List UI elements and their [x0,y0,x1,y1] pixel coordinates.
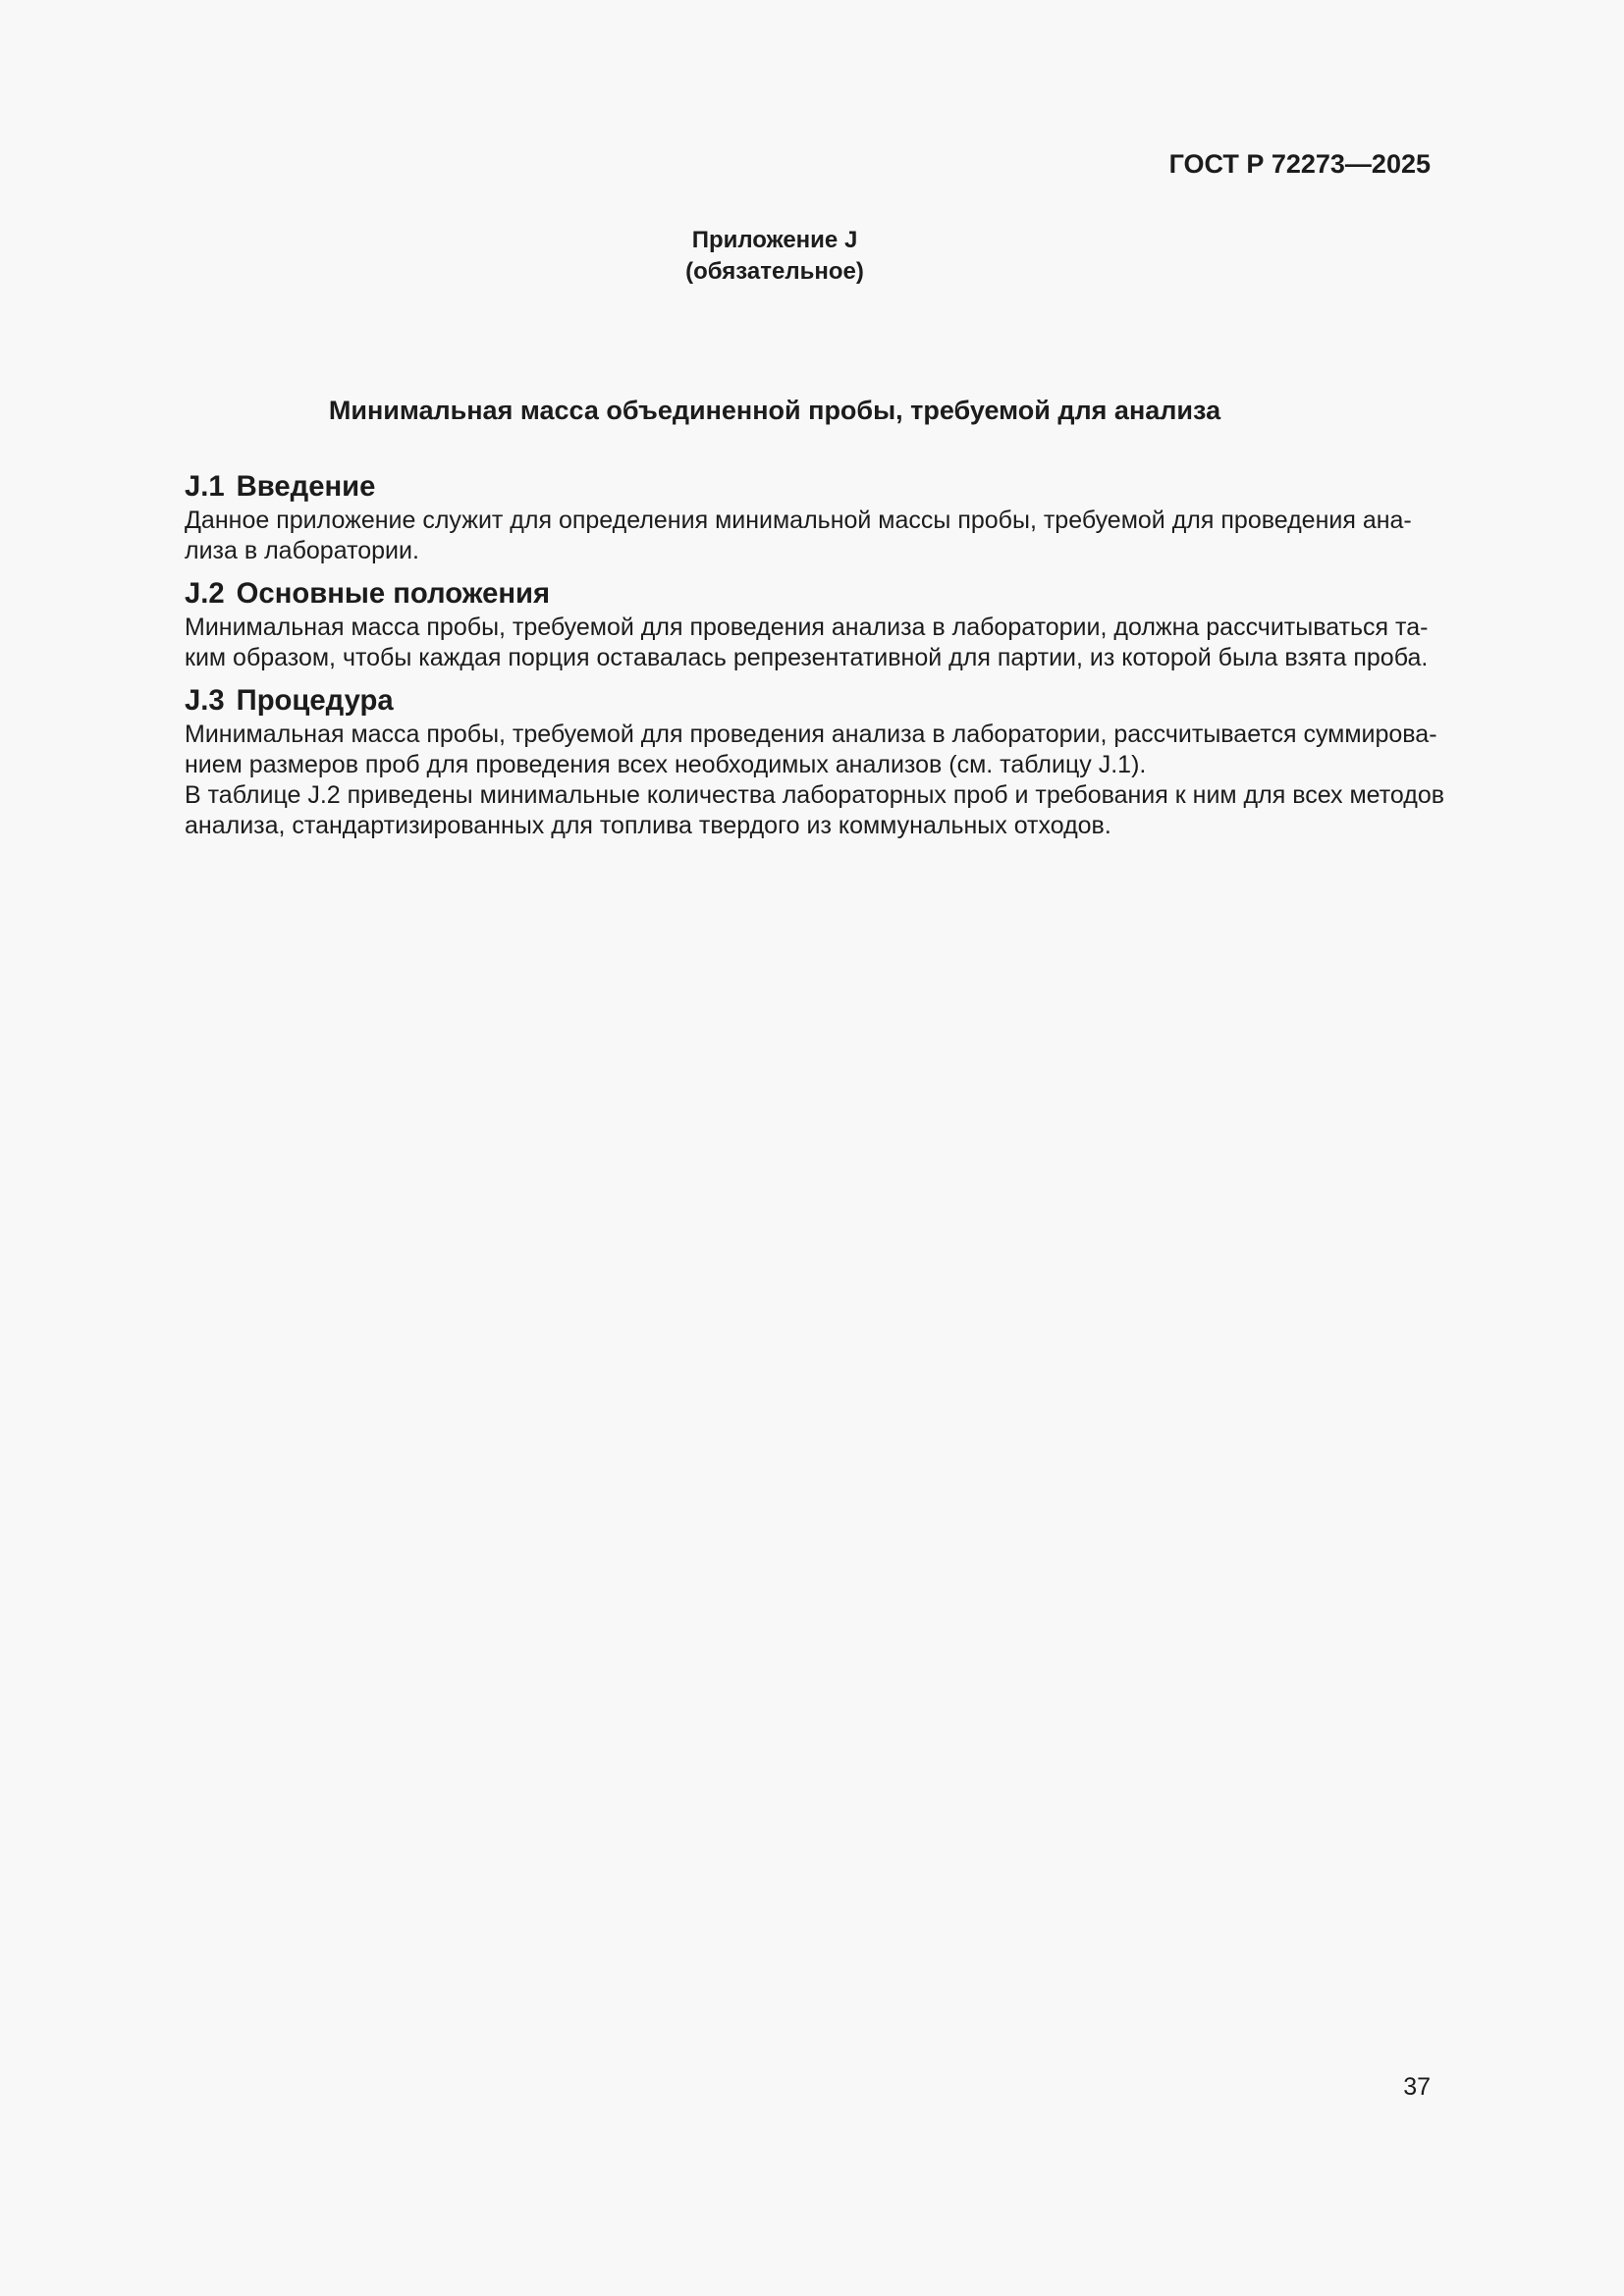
page-number: 37 [1403,2073,1431,2101]
annex-label: Приложение J [691,227,858,253]
paragraph-line: В таблице J.2 приведены минимальные количества лабораторных проб и требования к ним для всех методов [185,781,1445,809]
section-title: Введение [236,471,376,503]
paragraph [116,780,1445,841]
annex-header [0,225,1549,288]
section-number: J.1 [185,471,225,503]
document-code: ГОСТ Р 72273—2025 [1168,149,1431,179]
paragraph [116,506,1431,566]
paragraph-line: нием размеров проб для проведения всех необходимых анализов (см. таблицу J.1). [185,751,1147,778]
section-number: J.2 [185,578,225,610]
paragraph-line: Минимальная масса пробы, требуемой для проведения анализа в лаборатории, должна рассчитываться та- [185,614,1429,641]
paragraph-line: Данное приложение служит для определения минимальной массы пробы, требуемой для проведения ана- [185,507,1412,534]
section-title: Процедура [236,685,394,717]
section-title: Основные положения [236,578,551,610]
section-heading-j1 [116,469,1431,506]
paragraph [116,720,1437,780]
annex-title: Минимальная масса объединенной пробы, требуемой для анализа [328,396,1221,425]
paragraph-line: лиза в лаборатории. [185,537,419,564]
section-heading-j2 [116,576,1431,613]
annex-status: (обязательное) [685,258,864,285]
paragraph-line: анализа, стандартизированных для топлива твердого из коммунальных отходов. [185,812,1111,839]
section-number: J.3 [185,685,225,717]
paragraph [116,613,1431,673]
paragraph-line: ким образом, чтобы каждая порция оставалась репрезентативной для партии, из которой была взята проба. [185,644,1429,671]
document-body [116,469,1445,841]
paragraph-line: Минимальная масса пробы, требуемой для проведения анализа в лаборатории, рассчитывается суммирова- [185,721,1437,748]
section-heading-j3 [116,683,1431,720]
